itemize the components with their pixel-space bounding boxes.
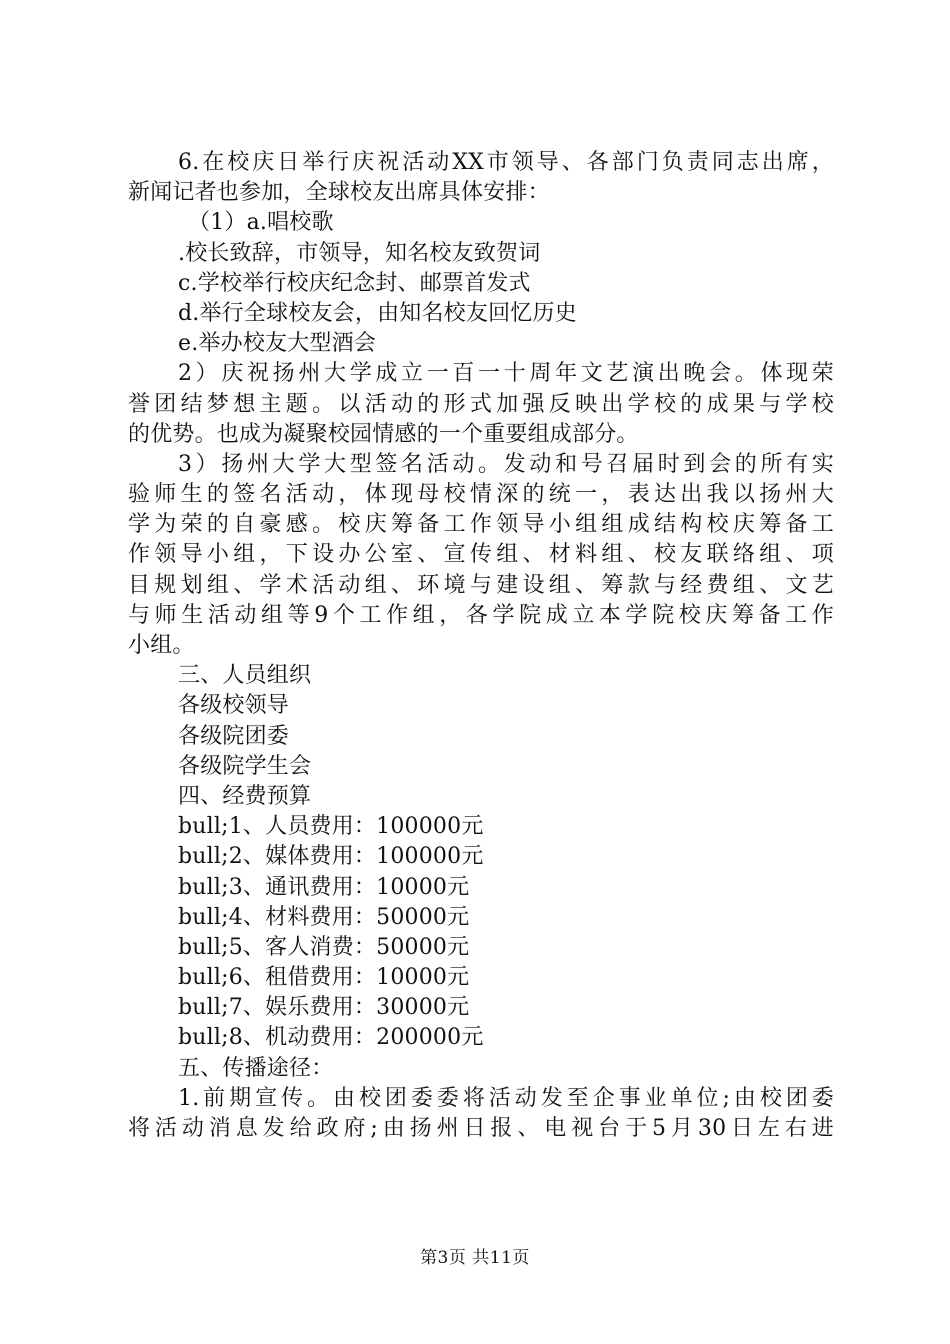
list-item: .校长致辞，市领导，知名校友致贺词 (178, 240, 541, 266)
paragraph-line: 作领导小组，下设办公室、宣传组、材料组、校友联络组、项 (128, 542, 834, 568)
paragraph-line: 与师生活动组等9个工作组，各学院成立本学院校庆筹备工作 (128, 602, 834, 628)
paragraph-line: 2）庆祝扬州大学成立一百一十周年文艺演出晚会。体现荣 (178, 361, 834, 387)
section-heading: 四、经费预算 (178, 783, 312, 809)
paragraph-line: 3）扬州大学大型签名活动。发动和号召届时到会的所有实 (178, 451, 834, 477)
paragraph-line: 誉团结梦想主题。以活动的形式加强反映出学校的成果与学校 (128, 391, 834, 417)
list-item: 各级校领导 (178, 693, 290, 719)
paragraph-line: 验师生的签名活动，体现母校情深的统一，表达出我以扬州大 (128, 482, 834, 508)
page-number-footer: 第3页 共11页 (420, 1248, 530, 1268)
budget-item: bull;7、娱乐费用：30000元 (178, 995, 470, 1021)
section-heading: 五、传播途径： (178, 1055, 334, 1081)
list-item: 各级院团委 (178, 723, 290, 749)
budget-item: bull;1、人员费用：100000元 (178, 814, 484, 840)
list-item: d.举行全球校友会，由知名校友回忆历史 (178, 300, 577, 326)
budget-item: bull;8、机动费用：200000元 (178, 1025, 484, 1051)
budget-item: bull;6、租借费用：10000元 (178, 965, 470, 991)
section-heading: 三、人员组织 (178, 663, 312, 689)
paragraph-line: 的优势。也成为凝聚校园情感的一个重要组成部分。 (128, 421, 639, 447)
list-item: e.举办校友大型酒会 (178, 331, 377, 357)
budget-item: bull;3、通讯费用：10000元 (178, 874, 470, 900)
list-item: c.学校举行校庆纪念封、邮票首发式 (178, 270, 531, 296)
paragraph-line: 学为荣的自豪感。校庆筹备工作领导小组组成结构校庆筹备工 (128, 512, 834, 538)
paragraph-line: 6.在校庆日举行庆祝活动XX市领导、各部门负责同志出席， (178, 150, 834, 175)
budget-item: bull;2、媒体费用：100000元 (178, 844, 484, 870)
paragraph-line: 新闻记者也参加，全球校友出席具体安排： (128, 180, 550, 206)
list-item: （1）a.唱校歌 (188, 210, 334, 236)
budget-item: bull;4、材料费用：50000元 (178, 904, 470, 930)
budget-item: bull;5、客人消费：50000元 (178, 934, 470, 960)
paragraph-line: 小组。 (128, 633, 195, 658)
paragraph-line: 将活动消息发给政府;由扬州日报、电视台于5月30日左右进 (128, 1116, 834, 1141)
list-item: 各级院学生会 (178, 753, 312, 779)
document-body (128, 148, 834, 1144)
paragraph-line: 目规划组、学术活动组、环境与建设组、筹款与经费组、文艺 (128, 572, 834, 598)
paragraph-line: 1.前期宣传。由校团委委将活动发至企事业单位;由校团委 (178, 1085, 834, 1111)
